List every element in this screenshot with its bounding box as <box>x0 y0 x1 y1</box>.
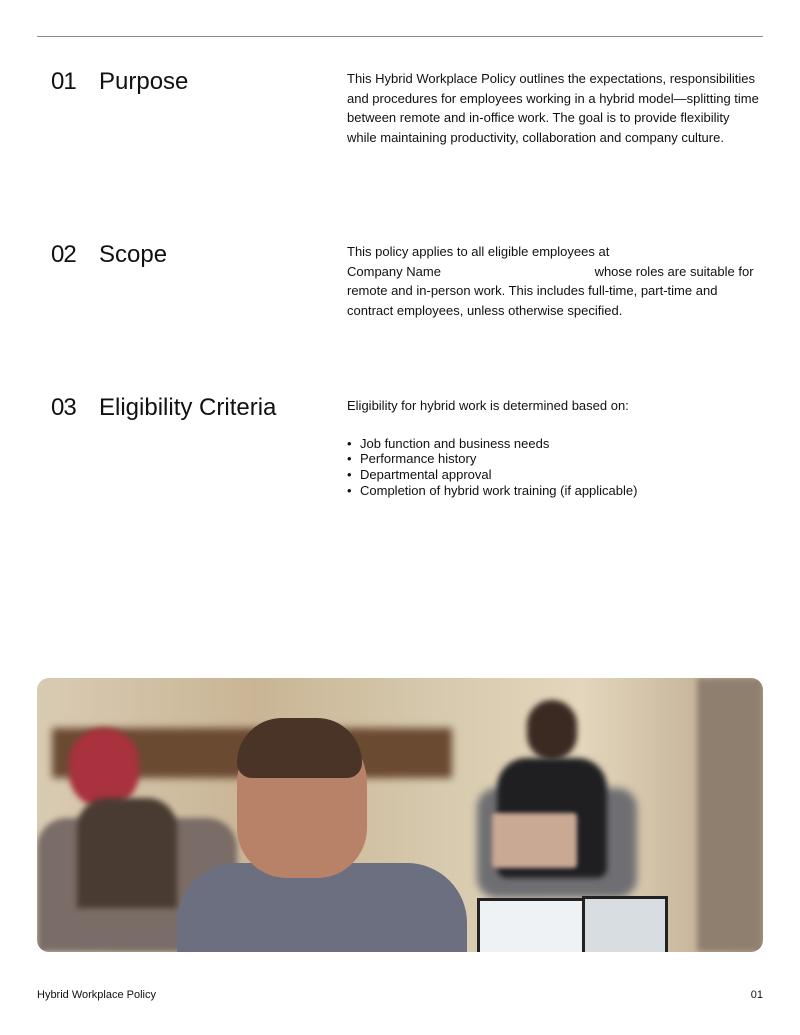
top-divider <box>37 36 763 37</box>
section-text-b: whose roles are suitable for remote and in-person work. This includes full-time, part-time and contract employees, unless otherwise specified. <box>347 263 754 318</box>
company-name-field: Company Name <box>347 263 441 279</box>
list-item: • Completion of hybrid work training (if applicable) <box>347 483 762 499</box>
footer-title: Hybrid Workplace Policy <box>37 989 157 1001</box>
list-item: • Performance history <box>347 451 762 467</box>
section-title: Scope <box>99 241 168 268</box>
section-title: Eligibility Criteria <box>99 394 277 421</box>
list-item: • Departmental approval <box>347 467 762 483</box>
section-text: This Hybrid Workplace Policy outlines the expectations, responsibilities and procedures for employees working in a hybrid model—splitting time between remote and in-office work. The goal is to provide flexibility while maintaining productivity, collaboration and company culture. <box>347 71 759 145</box>
meeting-photo <box>37 678 763 952</box>
section-number: 03 <box>51 394 76 421</box>
page-number: 01 <box>750 989 763 1001</box>
list-item: • Job function and business needs <box>347 436 762 452</box>
section-number: 02 <box>51 241 76 268</box>
section-number: 01 <box>51 68 76 95</box>
criteria-list <box>347 436 762 499</box>
section-title: Purpose <box>99 68 189 95</box>
section-intro: Eligibility for hybrid work is determined based on: <box>347 398 629 413</box>
section-text-a: This policy applies to all eligible employees at <box>347 244 610 259</box>
